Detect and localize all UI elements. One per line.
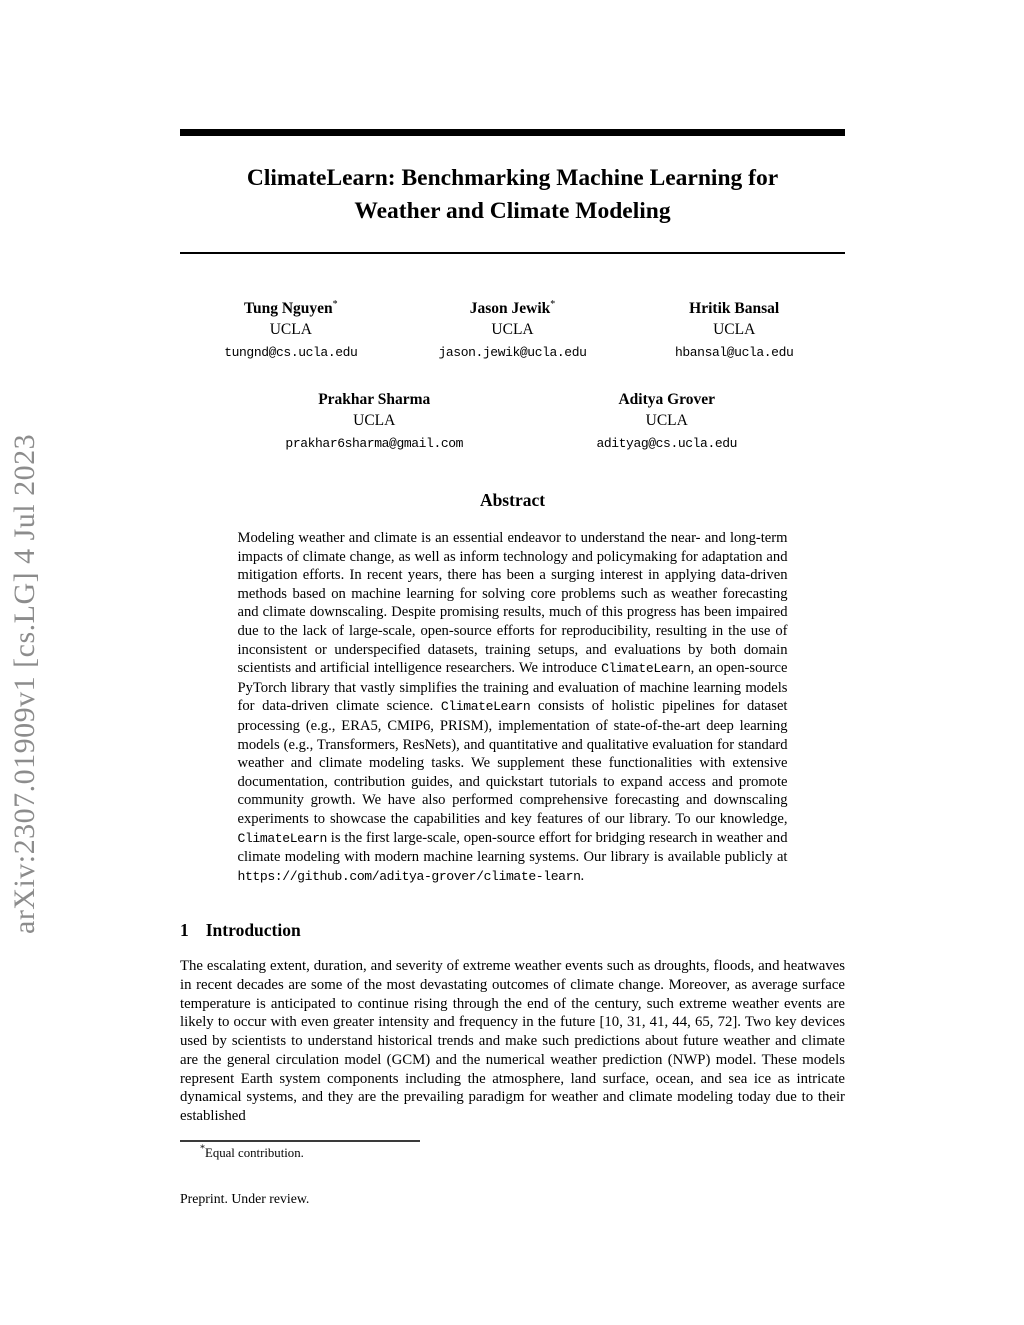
author-name: Prakhar Sharma <box>318 391 431 408</box>
text-segment: . <box>580 867 585 884</box>
abstract-text <box>238 529 788 886</box>
section-title: Introduction <box>205 920 301 941</box>
footnote-rule <box>180 1140 420 1142</box>
author-email: adityag@cs.ucla.edu <box>596 436 738 451</box>
text-segment: ClimateLearn <box>601 661 691 677</box>
paper-title <box>180 162 845 228</box>
text-segment: consists of holistic pipelines for dataset processing (e.g., ERA5, CMIP6, PRISM), implementation of state-of-the-art deep learning models (e.g., Transformers, ResNets), and quantitative and qualitative evaluation for standard weather and climate modeling tasks. We supplement these functionalities with extensive documentation, contribution guides, and quickstart tutorials to expand access and promote community growth. We have also performed comprehensive forecasting and downscaling experiments to showcase the capabilities and key features of our library. To our knowledge, <box>237 698 788 827</box>
title-rule-top <box>180 129 845 136</box>
authors-row-2 <box>180 389 845 454</box>
author-email: tungnd@cs.ucla.edu <box>224 345 358 360</box>
author-block <box>208 389 541 454</box>
preprint-note: Preprint. Under review. <box>180 1191 310 1207</box>
text-segment: , an open-source PyTorch library that vastly simplifies the training and evaluation of machine learning models for data-driven climate science. <box>237 660 788 715</box>
github-link[interactable]: https://github.com/aditya-grover/climate-learn <box>237 868 581 884</box>
paper-title-line1: ClimateLearn: Benchmarking Machine Learning for <box>246 165 779 191</box>
footnote-text: Equal contribution. <box>205 1146 304 1161</box>
author-footnote-marker: * <box>332 298 338 310</box>
author-block <box>180 298 402 363</box>
footnote-equal-contribution <box>180 1146 845 1161</box>
author-block <box>402 298 624 363</box>
author-email: hbansal@ucla.edu <box>674 345 794 360</box>
author-affiliation: UCLA <box>713 321 756 338</box>
abstract-heading: Abstract <box>479 490 546 510</box>
author-affiliation: UCLA <box>645 412 688 429</box>
footnote-marker: * <box>200 1144 205 1156</box>
author-block <box>501 389 834 454</box>
author-affiliation: UCLA <box>353 412 396 429</box>
author-email: jason.jewik@ucla.edu <box>438 345 587 360</box>
text-segment: is the first large-scale, open-source effort for bridging research in weather and climate modeling with modern machine learning systems. Our library is available publicly at <box>237 829 788 866</box>
paper-content <box>180 0 845 1207</box>
authors-row-1 <box>180 298 845 363</box>
text-segment: ClimateLearn <box>237 830 327 846</box>
author-name: Tung Nguyen <box>244 300 333 317</box>
author-name: Aditya Grover <box>618 391 716 408</box>
author-name: Jason Jewik <box>469 300 551 317</box>
intro-paragraph: The escalating extent, duration, and severity of extreme weather events such as droughts, floods, and heatwaves in recent decades are some of the most devastating outcomes of climate change. Moreover, as average surface temperature is anticipated to continue rising through the end of the century, such extreme weather events are likely to occur with even greater intensity and frequency in the future [10, 31, 41, 44, 65, 72]. Two key devices used by scientists to understand historical trends and make such predictions about future weather and climate are the general circulation model (GCM) and the numerical weather prediction (NWP) model. These models represent Earth system components including the atmosphere, land surface, ocean, and sea ice as intricate dynamical systems, and they are the prevailing paradigm for weather and climate modeling today due to their established <box>180 958 845 1124</box>
author-affiliation: UCLA <box>269 321 312 338</box>
author-block <box>623 298 845 363</box>
text-segment: ClimateLearn <box>440 699 531 715</box>
section-number: 1 <box>180 920 189 941</box>
text-segment: Modeling weather and climate is an essential endeavor to understand the near- and long-term impacts of climate change, as well as inform technology and policymaking for adaptation and mitigation efforts. In recent years, there has been a surging interest in applying data-driven methods based on machine learning for solving core problems such as weather forecasting and climate downscaling. Despite promising results, much of this progress has been impaired due to the lack of large-scale, open-source efforts for reproducibility, resulting in the use of inconsistent or underspecified datasets, training setups, and evaluations by both domain scientists and artificial intelligence researchers. We introduce <box>237 530 788 677</box>
author-email: prakhar6sharma@gmail.com <box>285 436 464 451</box>
section-heading-introduction <box>180 920 845 941</box>
paper-title-line2: Weather and Climate Modeling <box>354 198 671 224</box>
title-rule-bottom <box>180 252 845 254</box>
author-affiliation: UCLA <box>491 321 534 338</box>
author-name: Hritik Bansal <box>689 300 780 317</box>
author-footnote-marker: * <box>550 298 556 310</box>
arxiv-watermark: arXiv:2307.01909v1 [cs.LG] 4 Jul 2023 <box>8 433 41 934</box>
